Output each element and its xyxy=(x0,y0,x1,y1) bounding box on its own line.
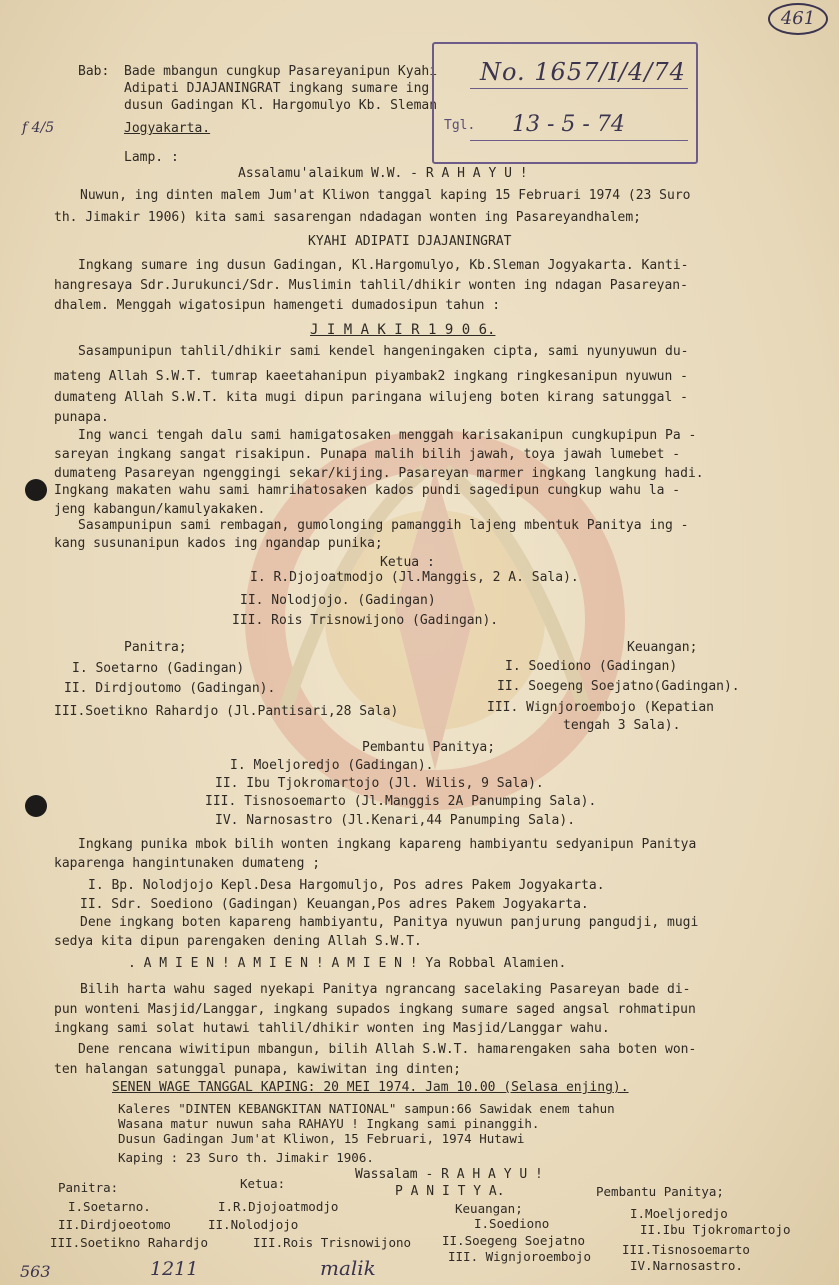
panitya-line: P A N I T Y A. xyxy=(395,1184,505,1199)
sig-ketua-item: I.R.Djojoatmodjo xyxy=(218,1199,339,1214)
name-heading: KYAHI ADIPATI DJAJANINGRAT xyxy=(308,234,512,249)
bab-line: Bade mbangun cungkup Pasareyanipun Kyahi xyxy=(124,64,438,79)
para8-line: Bilih harta wahu saged nyekapi Panitya ngrancang sacelaking Pasareyan bade di- xyxy=(80,982,691,997)
para5-line: kang susunanipun kados ing ngandap punika; xyxy=(54,536,383,551)
sig-ketua-item: III.Rois Trisnowijono xyxy=(253,1235,412,1250)
address-line: II. Sdr. Soediono (Gadingan) Keuangan,Pos adres Pakem Jogyakarta. xyxy=(80,897,589,912)
margin-note: f 4/5 xyxy=(22,120,55,136)
keuangan-item: I. Soediono (Gadingan) xyxy=(505,659,678,674)
received-stamp xyxy=(432,42,698,164)
bottom-signature: malik xyxy=(320,1256,376,1280)
pembantu-label: Pembantu Panitya; xyxy=(362,740,496,755)
bab-line: dusun Gadingan Kl. Hargomulyo Kb. Sleman xyxy=(124,98,438,113)
pembantu-item: III. Tisnosoemarto (Jl.Manggis 2A Panumping Sala). xyxy=(205,794,597,809)
para9-line: Dene rencana wiwitipun mbangun, bilih Allah S.W.T. hamarengaken saha boten won- xyxy=(78,1042,697,1057)
greeting: Assalamu'alaikum W.W. - R A H A Y U ! xyxy=(238,166,528,181)
lamp-label: Lamp. : xyxy=(124,150,179,165)
wassalam-line: Wassalam - R A H A Y U ! xyxy=(355,1167,543,1182)
para3-line: dumateng Allah S.W.T. kita mugi dipun paringana wilujeng boten kirang satunggal - xyxy=(54,390,688,405)
archive-number: 461 xyxy=(768,3,828,35)
sig-panitra-label: Panitra: xyxy=(58,1180,119,1195)
sig-pembantu-item: IV.Narnosastro. xyxy=(630,1258,743,1273)
para9-line: ten halangan satunggal punapa, kawiwitan ing dinten; xyxy=(54,1062,461,1077)
bab-line: Adipati DJAJANINGRAT ingkang sumare ing xyxy=(124,81,430,96)
sig-pembantu-label: Pembantu Panitya; xyxy=(596,1184,724,1199)
sig-panitra-item: III.Soetikno Rahardjo xyxy=(50,1235,209,1250)
para6-line: kaparenga hangintunaken dumateng ; xyxy=(54,856,321,871)
para6-line: Ingkang punika mbok bilih wonten ingkang kapareng hambiyantu sedyanipun Panitya xyxy=(78,837,697,852)
sig-panitra-item: II.Dirdjoeotomo xyxy=(58,1217,171,1232)
para2-line: hangresaya Sdr.Jurukunci/Sdr. Muslimin tahlil/dhikir wonten ing ndagan Pasareyan- xyxy=(54,278,688,293)
para4-line: dumateng Pasareyan ngenggingi sekar/kijing. Pasareyan marmer ingkang langkung hadi. xyxy=(54,466,704,481)
para5-line: Sasampunipun sami rembagan, gumolonging pamanggih lajeng mbentuk Panitya ing - xyxy=(78,518,689,533)
closing-line: Kaleres "DINTEN KEBANGKITAN NATIONAL" sampun:66 Sawidak enem tahun xyxy=(118,1101,615,1116)
para7-line: sedya kita dipun parengaken dening Allah S.W.T. xyxy=(54,934,422,949)
panitra-item: I. Soetarno (Gadingan) xyxy=(72,661,245,676)
sig-ketua-item: II.Nolodjojo xyxy=(208,1217,299,1232)
address-line: I. Bp. Nolodjojo Kepl.Desa Hargomuljo, Pos adres Pakem Jogyakarta. xyxy=(88,878,605,893)
sig-keuangan-item: II.Soegeng Soejatno xyxy=(442,1233,585,1248)
sig-keuangan-item: I.Soediono xyxy=(474,1216,550,1231)
bab-label: Bab: xyxy=(78,64,110,79)
sig-pembantu-item: II.Ibu Tjokromartojo xyxy=(640,1222,791,1237)
para4-line: Ing wanci tengah dalu sami hamigatosaken menggah karisakanipun cungkupipun Pa - xyxy=(78,428,697,443)
sig-ketua-label: Ketua: xyxy=(240,1176,286,1191)
pembantu-item: II. Ibu Tjokromartojo (Jl. Wilis, 9 Sala). xyxy=(215,776,544,791)
stamp-date: 13 - 5 - 74 xyxy=(512,112,625,137)
closing-line: Dusun Gadingan Jum'at Kliwon, 15 Februari, 1974 Hutawi xyxy=(118,1131,525,1146)
ketua-item: I. R.Djojoatmodjo (Jl.Manggis, 2 A. Sala). xyxy=(250,570,579,585)
para3-line: mateng Allah S.W.T. tumrap kaeetahanipun piyambak2 ingkang ringkesanipun nyuwun - xyxy=(54,369,688,384)
amien-line: . A M I E N ! A M I E N ! A M I E N ! Ya Robbal Alamien. xyxy=(128,956,567,971)
closing-line: Wasana matur nuwun saha RAHAYU ! Ingkang sami pinanggih. xyxy=(118,1116,540,1131)
keuangan-item: III. Wignjoroembojo (Kepatian xyxy=(487,700,714,715)
ketua-label: Ketua : xyxy=(380,555,435,570)
para1-line: th. Jimakir 1906) kita sami sasarengan ndadagan wonten ing Pasareyandhalem; xyxy=(54,210,641,225)
para8-line: ingkang sami solat hutawi tahlil/dhikir wonten ing Masjid/Langgar wahu. xyxy=(54,1021,610,1036)
para3-line: punapa. xyxy=(54,410,109,425)
keuangan-item: tengah 3 Sala). xyxy=(563,718,681,733)
punch-hole xyxy=(25,479,47,501)
para3-line: Sasampunipun tahlil/dhikir sami kendel hangeningaken cipta, sami nyunyuwun du- xyxy=(78,344,689,359)
stamp-number: No. 1657/I/4/74 xyxy=(480,58,686,86)
year-heading: J I M A K I R 1 9 0 6. xyxy=(310,322,496,338)
pembantu-item: IV. Narnosastro (Jl.Kenari,44 Panumping Sala). xyxy=(215,813,576,828)
sig-pembantu-item: III.Tisnosoemarto xyxy=(622,1242,750,1257)
sig-keuangan-label: Keuangan; xyxy=(455,1201,523,1216)
ketua-item: III. Rois Trisnowijono (Gadingan). xyxy=(232,613,499,628)
para7-line: Dene ingkang boten kapareng hambiyantu, Panitya nyuwun panjurung pangudji, mugi xyxy=(80,915,699,930)
sig-pembantu-item: I.Moeljoredjo xyxy=(630,1206,728,1221)
para1-line: Nuwun, ing dinten malem Jum'at Kliwon tanggal kaping 15 Februari 1974 (23 Suro xyxy=(80,188,691,203)
bottom-mark-middle: 1211 xyxy=(150,1258,199,1280)
panitra-item: II. Dirdjoutomo (Gadingan). xyxy=(64,681,276,696)
para4-line: Ingkang makaten wahu sami hamrihatosaken kados pundi sagedipun cungkup wahu la - xyxy=(54,483,681,498)
keuangan-item: II. Soegeng Soejatno(Gadingan). xyxy=(497,679,740,694)
keuangan-label: Keuangan; xyxy=(627,640,698,655)
ketua-item: II. Nolodjojo. (Gadingan) xyxy=(240,593,436,608)
stamp-tgl-label: Tgl. xyxy=(444,118,476,133)
bab-line: Jogyakarta. xyxy=(124,121,211,136)
closing-line: Kaping : 23 Suro th. Jimakir 1906. xyxy=(118,1150,374,1165)
pembantu-item: I. Moeljoredjo (Gadingan). xyxy=(230,758,434,773)
para2-line: Ingkang sumare ing dusun Gadingan, Kl.Hargomulyo, Kb.Sleman Jogyakarta. Kanti- xyxy=(78,258,689,273)
panitra-label: Panitra; xyxy=(124,640,187,655)
para4-line: sareyan ingkang sangat risakipun. Punapa malih bilih jawah, toya jawah lumebet - xyxy=(54,447,681,462)
date-line: SENEN WAGE TANGGAL KAPING: 20 MEI 1974. Jam 10.00 (Selasa enjing). xyxy=(112,1080,629,1095)
punch-hole xyxy=(25,795,47,817)
bottom-mark-left: 563 xyxy=(20,1262,51,1281)
panitra-item: III.Soetikno Rahardjo (Jl.Pantisari,28 Sala) xyxy=(54,704,399,719)
para8-line: pun wonteni Masjid/Langgar, ingkang supados ingkang sumare saged angsal rohmatipun xyxy=(54,1002,696,1017)
para4-line: jeng kabangun/kamulyakaken. xyxy=(54,502,266,517)
sig-keuangan-item: III. Wignjoroembojo xyxy=(448,1249,591,1264)
para2-line: dhalem. Menggah wigatosipun hamengeti dumadosipun tahun : xyxy=(54,298,501,313)
sig-panitra-item: I.Soetarno. xyxy=(68,1199,151,1214)
